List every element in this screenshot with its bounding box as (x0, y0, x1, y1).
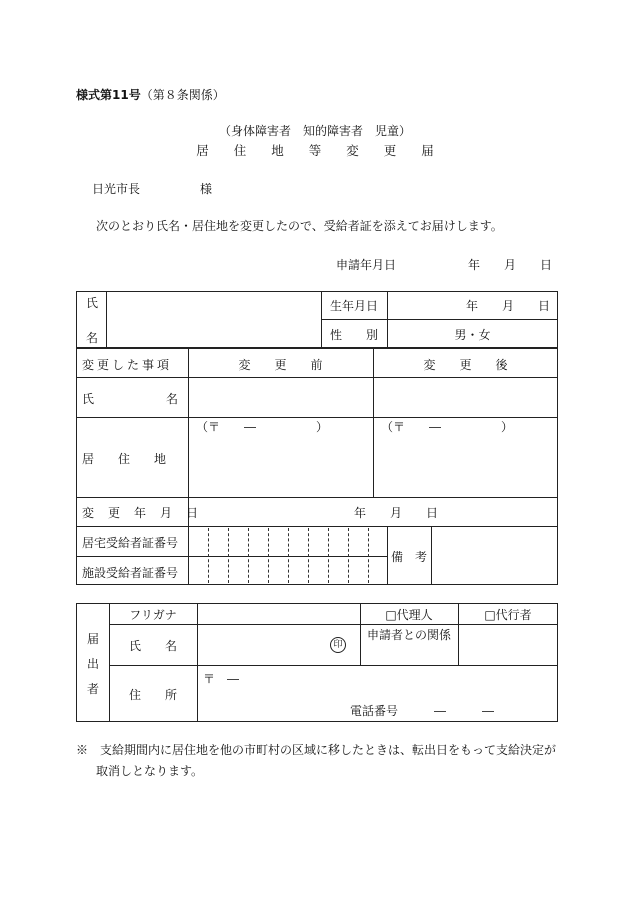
form-number (76, 86, 225, 103)
furigana-label: フリガナ (129, 608, 177, 622)
header-item: 変更した事項 (82, 358, 173, 372)
birth-label: 生年月日 (329, 299, 378, 313)
form-title: 居 住 地 等 変 更 届 (196, 143, 434, 158)
gender-value[interactable]: 男・女 (454, 328, 491, 342)
footnote-line1: ※ 支給期間内に居住地を他の市町村の区域に移したときは、転出日をもって支給決定が (76, 743, 557, 757)
intro-text: 次のとおり氏名・居住地を変更したので、受給者証を添えてお届けします。 (96, 219, 503, 233)
postal-after[interactable]: （〒 ― ） (381, 420, 514, 434)
row-name-label: 氏 名 (82, 392, 179, 406)
side-label-3: 者 (87, 682, 100, 696)
notifier-name-label: 氏 名 (128, 639, 177, 653)
relation-field[interactable] (461, 628, 555, 662)
name-field[interactable] (110, 295, 318, 343)
notifier-address-label: 住 所 (128, 688, 177, 702)
row-change-date-label: 変 更 年 月 日 (82, 506, 200, 520)
birth-value[interactable]: 年 月 日 (466, 299, 551, 313)
header-before: 変 更 前 (238, 358, 323, 372)
name-after-field[interactable] (377, 381, 555, 414)
name-label-top: 氏 (86, 296, 99, 310)
agent-checkbox[interactable]: □代行者 (484, 608, 532, 622)
footnote-line2: 取消しとなります。 (96, 764, 204, 778)
form-subtitle: （身体障害者 知的障害者 児童） (218, 124, 411, 138)
name-before-field[interactable] (192, 381, 370, 414)
header-after: 変 更 後 (423, 358, 508, 372)
form-number-label: 様式第11号 (76, 88, 141, 102)
proxy-checkbox[interactable]: □代理人 (385, 608, 433, 622)
gender-label: 性 別 (329, 328, 378, 342)
remarks-field[interactable] (434, 529, 554, 582)
seal-icon: 印 (330, 637, 346, 653)
form-relation: （第８条関係） (140, 88, 225, 102)
furigana-field[interactable] (201, 606, 357, 622)
notifier-name-field[interactable] (201, 628, 325, 662)
notifier-postal[interactable]: 〒 ― (203, 672, 240, 686)
facility-cert-label: 施設受給者証番号 (82, 566, 179, 580)
addressee: 日光市長 様 (92, 182, 213, 196)
notifier-phone[interactable]: 電話番号 ― ― (350, 704, 495, 718)
change-date-value[interactable]: 年 月 日 (354, 506, 439, 520)
side-label-2: 出 (87, 657, 100, 671)
remarks-label: 備 考 (390, 550, 427, 564)
home-cert-label: 居宅受給者証番号 (82, 536, 179, 550)
postal-before[interactable]: （〒 ― ） (196, 420, 329, 434)
row-address-label: 居 住 地 (82, 452, 167, 466)
application-date: 申請年月日 年 月 日 (336, 258, 553, 272)
name-label-bottom: 名 (86, 331, 99, 345)
side-label-1: 届 (87, 632, 100, 646)
relation-label: 申請者との関係 (366, 628, 451, 642)
